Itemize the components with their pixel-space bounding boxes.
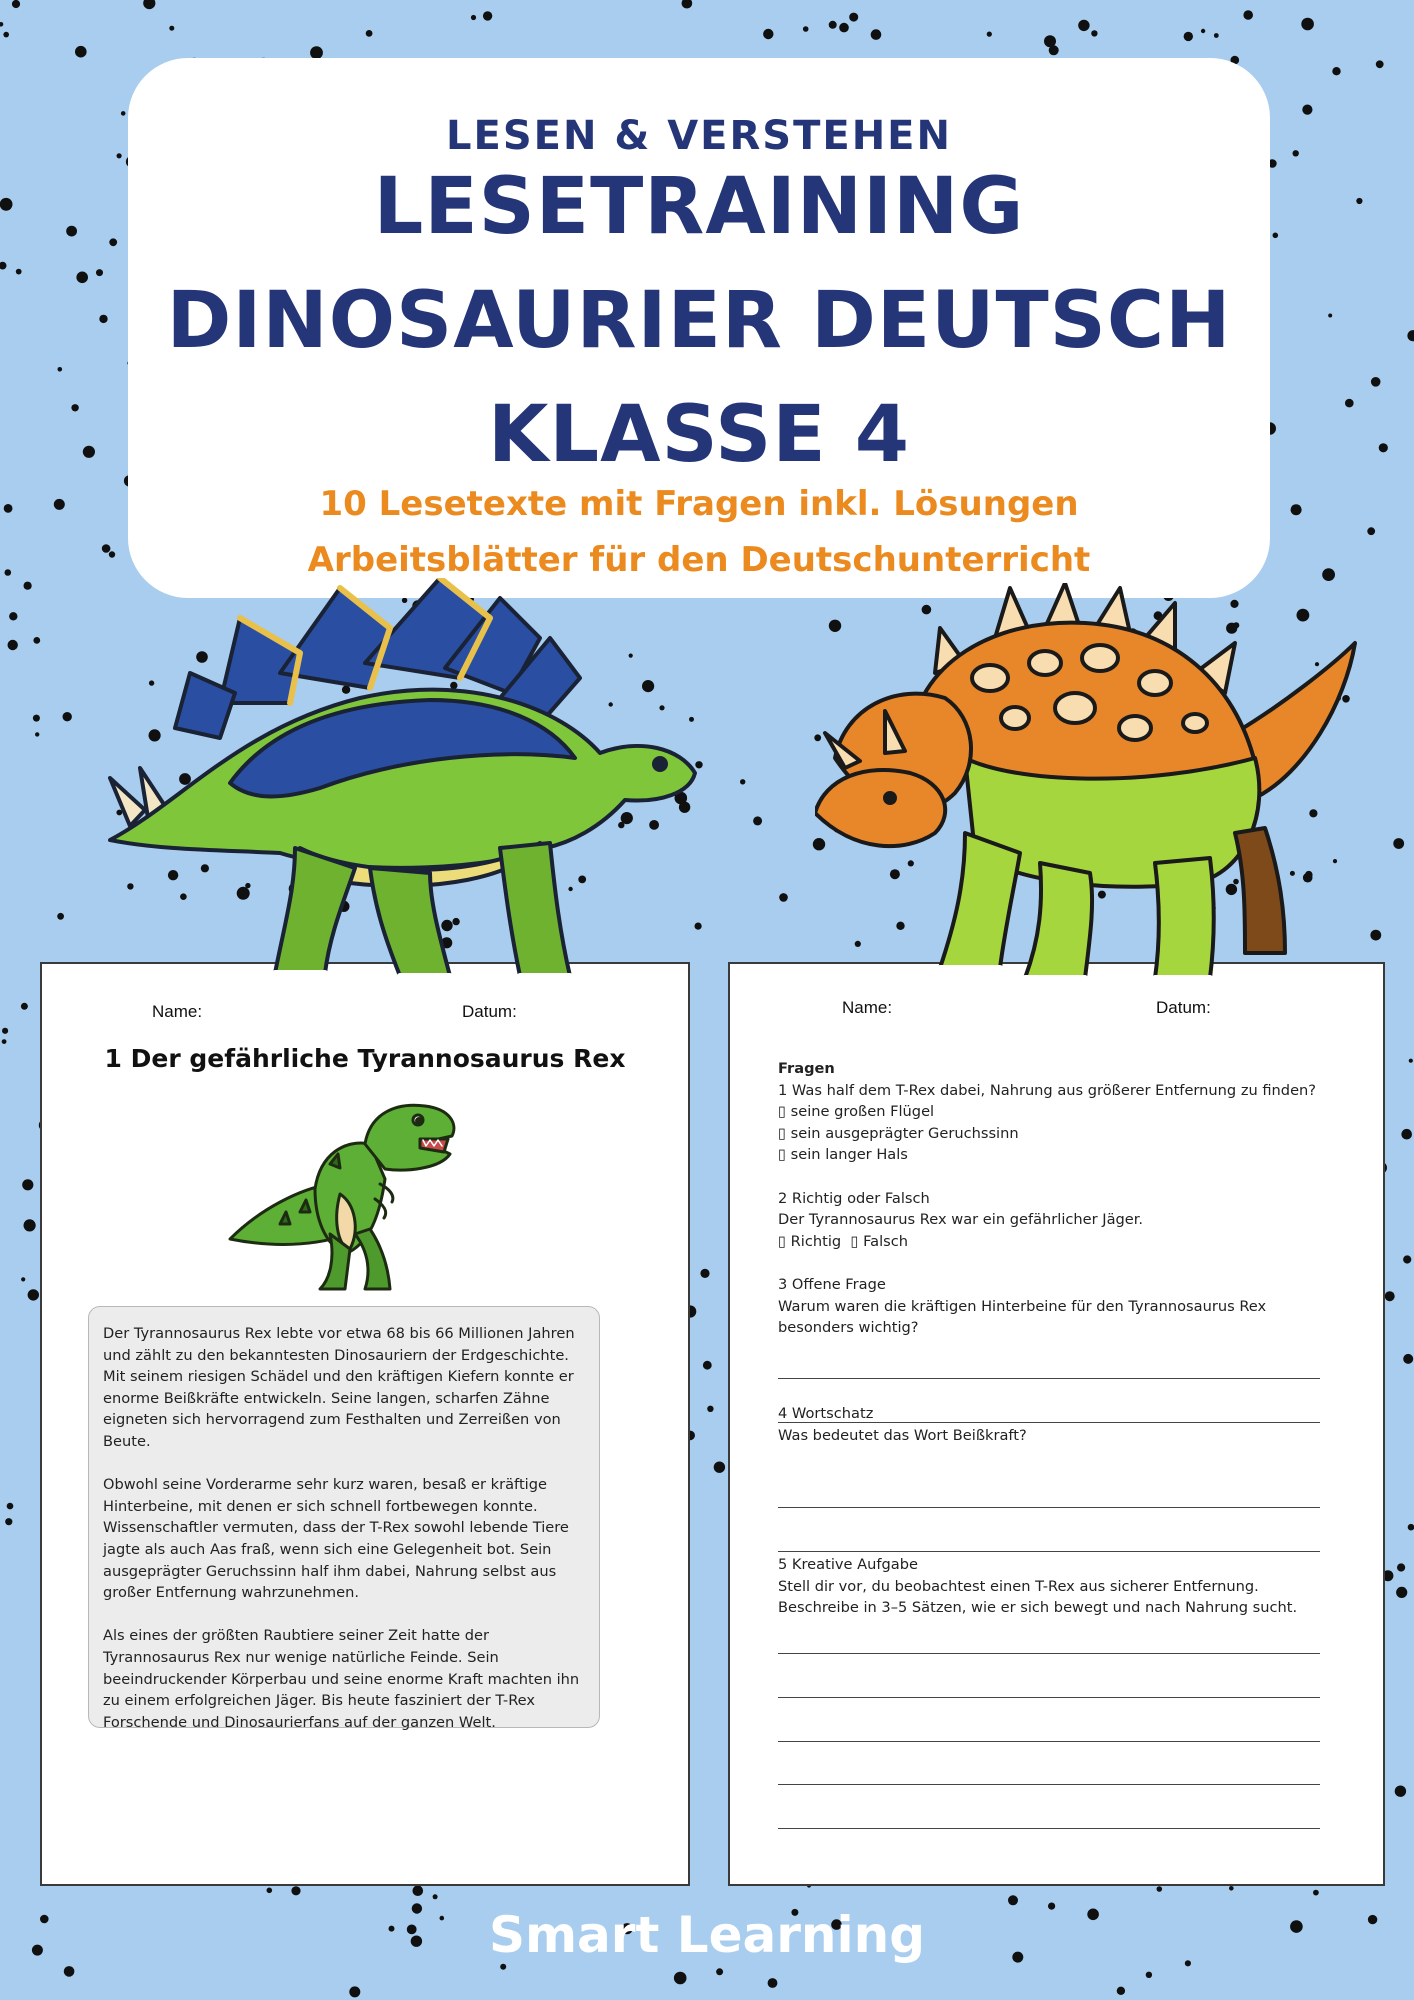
background-dot [1291,504,1302,515]
background-dot [3,32,9,38]
background-dot [679,1975,686,1982]
background-dot [21,1003,28,1010]
background-dot [7,1503,14,1510]
name-label: Name: [152,1002,203,1021]
title-line-3: KLASSE 4 [487,390,911,480]
background-dot [76,272,88,284]
subtitle [128,476,1270,588]
background-dot [349,1986,360,1997]
date-label: Datum: [462,1002,517,1021]
question-5-text-line-2: Beschreibe in 3–5 Sätzen, wie er sich bewegt und nach Nahrung sucht. [778,1599,1298,1617]
question-5-text-line-1: Stell dir vor, du beobachtest einen T-Rex aus sicherer Entfernung. [778,1577,1259,1595]
question-2-options[interactable]: ▯ Richtig ▯ Falsch [778,1232,909,1250]
background-dot [1243,10,1253,20]
background-dot [413,1885,424,1896]
background-dot [83,446,95,458]
title-line-1: LESETRAINING [373,162,1025,252]
background-dot [4,504,13,513]
background-dot [5,569,12,576]
background-dot [1403,1255,1411,1263]
background-dot [1328,314,1332,318]
header-card [128,58,1270,598]
background-dot [1184,32,1193,41]
background-dot [740,779,745,784]
question-1-text: 1 Was half dem T-Rex dabei, Nahrung aus größerer Entfernung zu finden? [778,1081,1317,1099]
background-dot [1044,35,1056,47]
background-dot [1371,377,1381,387]
answer-line[interactable] [778,1507,1320,1508]
background-dot [12,0,20,8]
story-title: 1 Der gefährliche Tyrannosaurus Rex [104,1044,626,1073]
background-dot [58,367,63,372]
background-dot [1409,1059,1413,1063]
background-dot [1078,20,1089,31]
background-dot [109,238,117,246]
background-dot [267,1888,273,1894]
background-dot [779,893,788,902]
question-5-label: 5 Kreative Aufgabe [778,1556,918,1573]
background-dot [1301,18,1314,31]
background-dot [1401,1129,1412,1140]
background-dot [1408,1524,1414,1531]
brand-logo-text: Smart Learning [488,1906,926,1964]
answer-line[interactable] [778,1784,1320,1785]
background-dot [33,637,40,644]
background-dot [700,1269,709,1278]
background-dot [1403,1354,1413,1364]
background-dot [24,1219,36,1231]
background-dot [1397,1563,1405,1571]
answer-line[interactable] [778,1422,1320,1423]
background-dot [291,1886,300,1895]
background-dot [169,26,174,31]
background-dot [483,11,492,20]
background-dot [5,1518,12,1525]
background-dot [1385,1291,1395,1301]
background-dot [0,198,13,211]
questions-heading: Fragen [778,1060,835,1077]
background-dot [109,551,115,557]
background-dot [143,0,155,9]
answer-line[interactable] [778,1741,1320,1742]
background-dot [471,15,476,20]
background-dot [987,31,992,36]
background-dot [803,26,809,32]
question-2-statement: Der Tyrannosaurus Rex war ein gefährlicher Jäger. [778,1211,1144,1229]
background-dot [16,269,22,275]
background-dot [1214,33,1219,38]
background-dot [1332,67,1340,75]
background-dot [1157,1886,1163,1892]
background-dot [1146,1972,1152,1978]
background-dot [117,153,122,158]
background-dot [366,30,373,37]
background-dot [1201,29,1205,33]
story-text-box [88,1306,600,1731]
question-1-option-1[interactable]: ▯ seine großen Flügel [778,1103,935,1121]
background-dot [1322,568,1335,581]
background-dot [716,1968,723,1975]
background-dot [62,712,71,721]
background-dot [66,226,77,237]
question-1-option-3[interactable]: ▯ sein langer Hals [778,1146,908,1164]
title-line-2: DINOSAURIER DEUTSCH [166,276,1232,366]
story-paragraph-3: Als eines der größten Raubtiere seiner Zeit hatte der Tyrannosaurus Rex nur wenige natürliche Feinde. Sein beeindruckender Körperbau und seine enorme Kraft machten ihn zu einem erfolgreichen Jäger. Bis heute fasziniert der T-Rex Forschende und Dinosaurierfans auf der ganzen Welt. [103,1627,580,1731]
background-dot [1008,1895,1018,1905]
question-2-label: 2 Richtig oder Falsch [778,1189,930,1207]
background-dot [1396,1587,1407,1598]
background-dot [28,1289,39,1300]
background-dot [35,732,39,736]
background-dot [57,913,64,920]
background-dot [829,21,837,29]
question-3-text: Warum waren die kräftigen Hinterbeine für den Tyrannosaurus Rex besonders wichtig? [778,1297,1267,1337]
background-dot [703,1361,712,1370]
story-paragraph-2: Obwohl seine Vorderarme sehr kurz waren, besaß er kräftige Hinterbeine, mit denen er sich schnell fortbewegen konnte. Wissenschaftler vermuten, dass der T-Rex sowohl lebende Tiere jagte als auch Aas fraß, wenn sich eine Gelegenheit bot. Sein ausgeprägter Geruchssinn half ihm dabei, Nahrung selbst aus großer Entfernung wahrzunehmen. [103,1476,569,1602]
background-dot [849,13,858,22]
story-paragraph-1: Der Tyrannosaurus Rex lebte vor etwa 68 bis 66 Millionen Jahren und zählt zu den bekanntesten Dinosauriern der Erdgeschichte. Mit seinem riesigen Schädel und den kräftigen Kiefern konnte er enorme Beißkräfte entwickeln. Seine langen, scharfen Zähne eigneten sich hervorragend zum Festhalten und Zerreißen von Beute. [103,1325,575,1450]
background-dot [1370,930,1381,941]
background-dot [64,1966,75,1977]
background-dot [1117,1987,1125,1995]
background-dot [96,269,103,276]
armored-dinosaur-illustration [815,583,1360,1003]
question-4-label: 4 Wortschatz [778,1405,874,1422]
background-dot [1393,838,1404,849]
background-dot [500,1964,506,1970]
background-dot [102,544,111,553]
question-3-label: 3 Offene Frage [778,1275,886,1293]
question-1 [778,1080,1338,1166]
background-dot [1407,330,1414,341]
background-dot [682,0,693,9]
background-dot [2,1028,8,1034]
background-dot [707,1406,713,1412]
background-dot [0,22,3,27]
question-3 [778,1274,1338,1339]
background-dot [1229,1886,1234,1891]
answer-line[interactable] [778,1378,1320,1379]
header-kicker: LESEN & VERSTEHEN [446,113,952,159]
background-dot [1302,105,1312,115]
questions-sheet [728,962,1385,1886]
background-dot [1345,399,1354,408]
background-dot [24,582,32,590]
background-dot [22,1179,33,1190]
background-dot [714,1462,725,1473]
question-4 [778,1403,1027,1446]
background-dot [871,29,882,40]
background-dot [1356,198,1362,204]
name-label: Name: [842,998,893,1017]
answer-line[interactable] [778,1828,1320,1829]
background-dot [768,1978,778,1988]
stegosaurus-illustration [100,578,710,998]
answer-line[interactable] [778,1653,1320,1654]
background-dot [433,1894,438,1899]
background-dot [1293,150,1299,156]
date-label: Datum: [1156,998,1211,1017]
background-dot [54,499,65,510]
subtitle-line-1: 10 Lesetexte mit Fragen inkl. Lösungen [319,484,1079,524]
question-2 [778,1188,1338,1253]
background-dot [9,612,17,620]
background-dot [8,640,18,650]
background-dot [121,111,126,116]
question-5 [778,1554,1297,1619]
background-dot [1376,60,1384,68]
background-dot [1313,1890,1319,1896]
background-dot [839,23,849,33]
background-dot [21,1277,25,1281]
background-dot [0,262,7,270]
background-dot [1379,443,1388,452]
background-dot [1273,233,1279,239]
background-dot [99,315,107,323]
background-dot [71,404,78,411]
reading-text-sheet [40,962,690,1886]
background-dot [763,29,773,39]
background-dot [33,715,40,722]
question-4-text: Was bedeutet das Wort Beißkraft? [778,1426,1027,1444]
questions-list [778,1058,1338,1617]
answer-line[interactable] [778,1551,1320,1552]
background-dot [75,46,87,58]
question-1-option-2[interactable]: ▯ sein ausgeprägter Geruchssinn [778,1124,1019,1142]
background-dot [2,1039,7,1044]
answer-line[interactable] [778,1697,1320,1698]
page-title [128,150,1270,492]
background-dot [753,816,762,825]
background-dot [1395,1786,1406,1797]
background-dot [1091,30,1097,36]
background-dot [1367,527,1375,535]
t-rex-illustration [220,1084,470,1304]
subtitle-line-2: Arbeitsblätter für den Deutschunterricht [307,540,1091,580]
